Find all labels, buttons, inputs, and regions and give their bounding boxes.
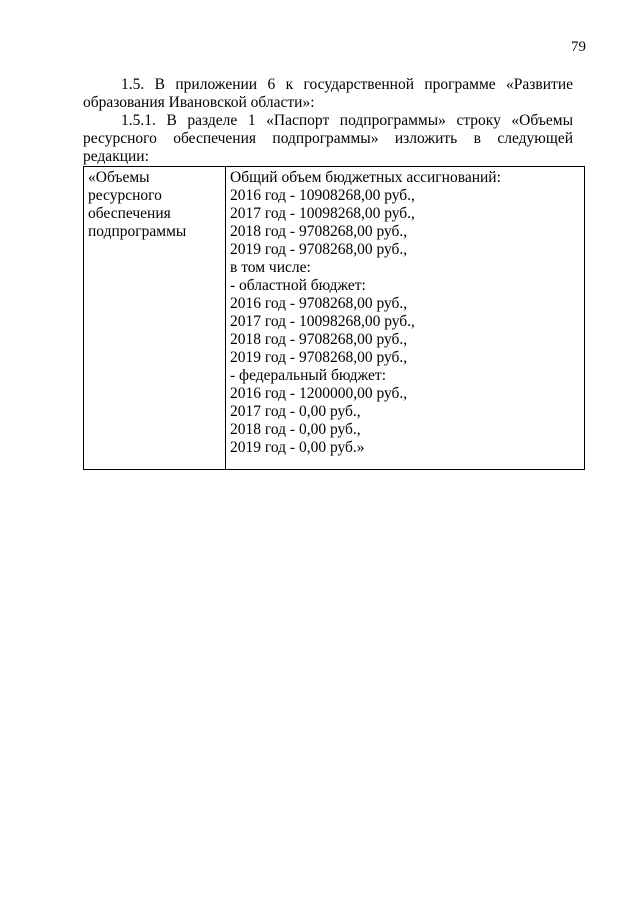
value-line-including: в том числе: [230, 259, 311, 276]
table-row [84, 167, 585, 470]
label-line: ресурсного [88, 187, 162, 204]
value-line: 2016 год - 10908268,00 руб., [230, 187, 415, 204]
value-line: 2018 год - 0,00 руб., [230, 421, 361, 438]
table-value-cell [226, 167, 585, 470]
value-line: 2018 год - 9708268,00 руб., [230, 331, 408, 348]
resource-table [83, 166, 585, 470]
value-line: 2018 год - 9708268,00 руб., [230, 223, 408, 240]
body-text [83, 76, 573, 166]
table-label-cell [84, 167, 226, 470]
page-number: 79 [571, 39, 586, 55]
value-line: 2017 год - 0,00 руб., [230, 403, 361, 420]
label-line: «Объемы [88, 169, 150, 186]
value-line: 2016 год - 9708268,00 руб., [230, 295, 408, 312]
value-line: 2016 год - 1200000,00 руб., [230, 385, 408, 402]
paragraph-1-5-1: 1.5.1. В разделе 1 «Паспорт подпрограммы» строку «Объемы ресурсного обеспечения подпрограммы» изложить в следующей редакции: [83, 112, 573, 165]
value-line-total-header: Общий объем бюджетных ассигнований: [230, 169, 501, 186]
value-line-federal-header: - федеральный бюджет: [230, 367, 386, 384]
label-line: обеспечения [88, 205, 171, 222]
value-line: 2019 год - 9708268,00 руб., [230, 349, 408, 366]
value-line: 2019 год - 9708268,00 руб., [230, 241, 408, 258]
value-line: 2017 год - 10098268,00 руб., [230, 313, 415, 330]
paragraph-1-5: 1.5. В приложении 6 к государственной программе «Развитие образования Ивановской области»: [83, 76, 573, 111]
value-line: 2019 год - 0,00 руб.» [230, 439, 365, 456]
value-line-regional-header: - областной бюджет: [230, 277, 366, 294]
label-line: подпрограммы [88, 223, 187, 240]
value-line: 2017 год - 10098268,00 руб., [230, 205, 415, 222]
